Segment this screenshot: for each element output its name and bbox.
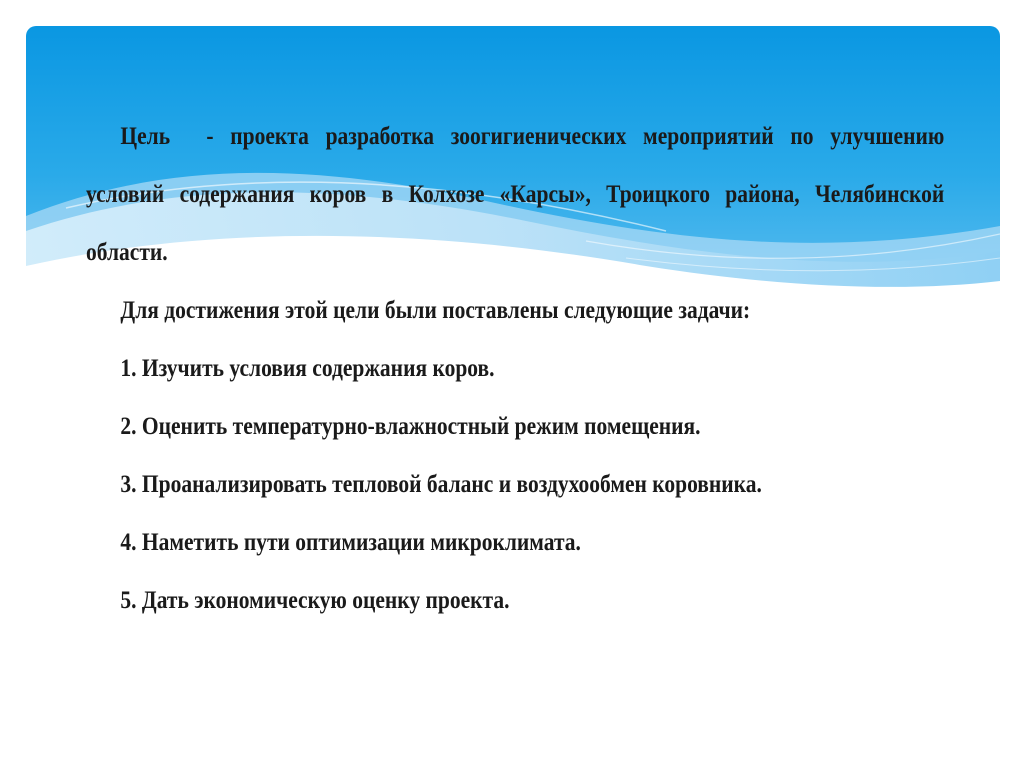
task-item-5: 5. Дать экономическую оценку проекта. (120, 587, 510, 614)
task-item-2: 2. Оценить температурно-влажностный режим помещения. (120, 413, 701, 440)
goal-paragraph (86, 108, 944, 282)
goal-text: - проекта разработка зоогигиенических мероприятий по улучшению условий содержания коров в Колхозе «Карсы», Троицкого района, Челябинской области. (86, 123, 945, 266)
slide-text-body (86, 108, 945, 630)
task-item-3: 3. Проанализировать тепловой баланс и воздухообмен коровника. (120, 471, 762, 498)
tasks-intro: Для достижения этой цели были поставлены следующие задачи: (120, 297, 751, 324)
goal-label: Цель (120, 123, 171, 150)
task-item-4: 4. Наметить пути оптимизации микроклимата. (120, 529, 581, 556)
task-item-1: 1. Изучить условия содержания коров. (120, 355, 495, 382)
